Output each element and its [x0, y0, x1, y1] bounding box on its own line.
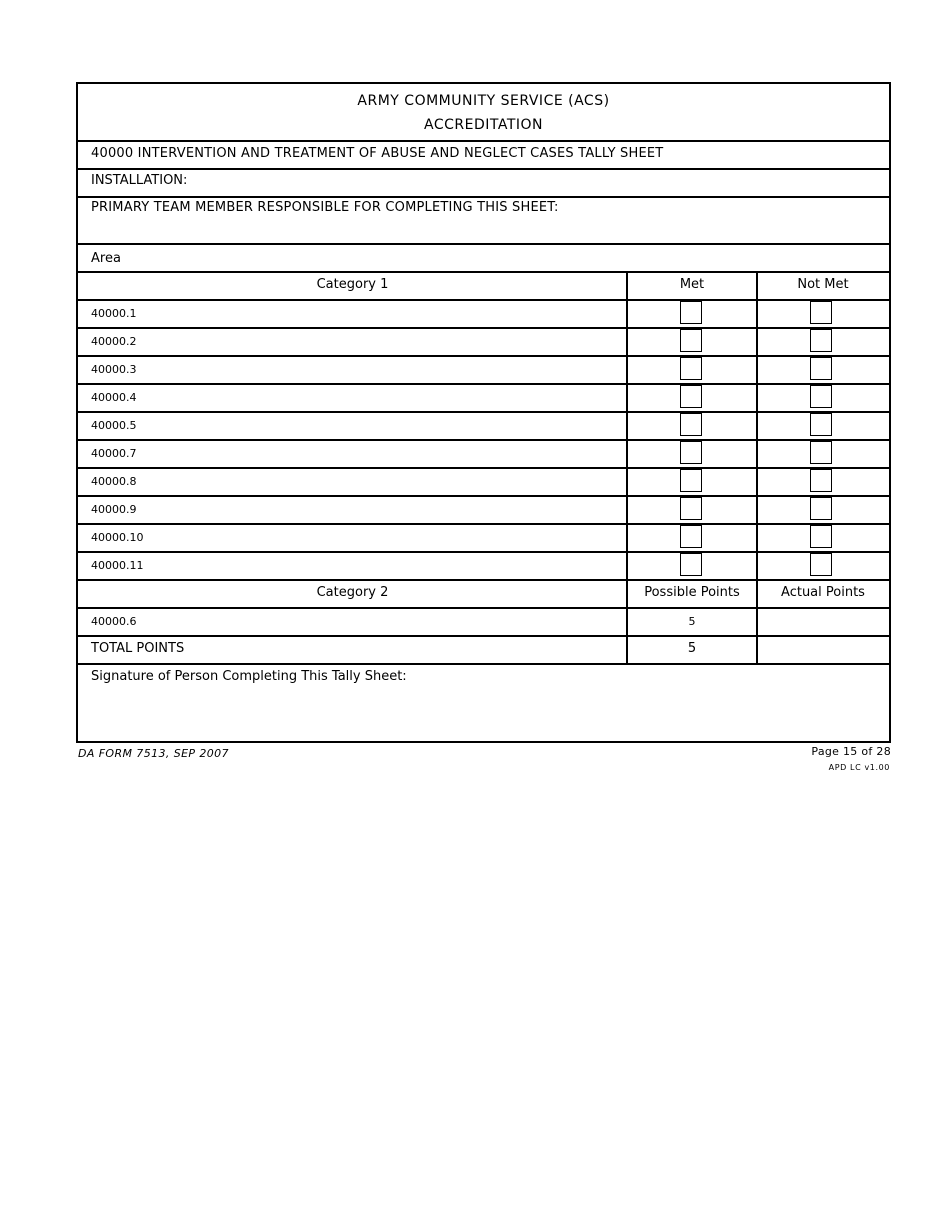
area-label: Area	[91, 251, 121, 266]
category1-item-id: 40000.10	[91, 531, 144, 544]
met-checkbox[interactable]	[680, 497, 702, 520]
signature-label: Signature of Person Completing This Tally Sheet:	[91, 669, 407, 684]
form-title-line2: ACCREDITATION	[424, 117, 543, 133]
divider	[78, 271, 889, 273]
met-checkbox[interactable]	[680, 553, 702, 576]
divider	[78, 495, 889, 497]
category1-item-id: 40000.8	[91, 475, 137, 488]
tally-sheet-form	[76, 82, 891, 743]
not-met-checkbox[interactable]	[810, 469, 832, 492]
divider	[78, 243, 889, 245]
category1-item-id: 40000.7	[91, 447, 137, 460]
divider	[78, 663, 889, 665]
category2-item-actual-field[interactable]	[757, 614, 889, 630]
divider	[78, 439, 889, 441]
divider	[78, 523, 889, 525]
met-checkbox[interactable]	[680, 525, 702, 548]
category2-item-id: 40000.6	[91, 615, 137, 628]
met-checkbox[interactable]	[680, 469, 702, 492]
divider	[78, 383, 889, 385]
category1-item-id: 40000.5	[91, 419, 137, 432]
met-checkbox[interactable]	[680, 385, 702, 408]
met-checkbox[interactable]	[680, 329, 702, 352]
page-number: Page 15 of 28	[811, 745, 891, 758]
category2-header: Category 2	[316, 585, 389, 600]
total-possible-points: 5	[687, 641, 697, 656]
form-id: DA FORM 7513, SEP 2007	[78, 747, 229, 760]
installation-label: INSTALLATION:	[91, 173, 188, 188]
category1-header: Category 1	[316, 277, 389, 292]
category1-item-id: 40000.3	[91, 363, 137, 376]
met-checkbox[interactable]	[680, 413, 702, 436]
possible-points-header: Possible Points	[644, 585, 740, 600]
category1-item-id: 40000.9	[91, 503, 137, 516]
divider	[78, 411, 889, 413]
met-checkbox[interactable]	[680, 357, 702, 380]
divider	[78, 168, 889, 170]
divider	[78, 607, 889, 609]
not-met-header: Not Met	[797, 277, 849, 292]
not-met-checkbox[interactable]	[810, 301, 832, 324]
not-met-checkbox[interactable]	[810, 441, 832, 464]
divider	[78, 579, 889, 581]
divider	[78, 140, 889, 142]
divider	[78, 299, 889, 301]
met-checkbox[interactable]	[680, 301, 702, 324]
column-divider	[626, 271, 628, 663]
divider	[78, 196, 889, 198]
not-met-checkbox[interactable]	[810, 497, 832, 520]
category1-item-id: 40000.4	[91, 391, 137, 404]
form-version: APD LC v1.00	[828, 763, 890, 772]
form-title-line1: ARMY COMMUNITY SERVICE (ACS)	[357, 93, 610, 109]
sheet-title: 40000 INTERVENTION AND TREATMENT OF ABUSE AND NEGLECT CASES TALLY SHEET	[91, 146, 664, 161]
category2-item-possible: 5	[688, 615, 696, 628]
met-header: Met	[679, 277, 705, 292]
not-met-checkbox[interactable]	[810, 525, 832, 548]
divider	[78, 355, 889, 357]
not-met-checkbox[interactable]	[810, 329, 832, 352]
divider	[78, 467, 889, 469]
primary-member-label: PRIMARY TEAM MEMBER RESPONSIBLE FOR COMPLETING THIS SHEET:	[91, 200, 559, 215]
column-divider	[756, 271, 758, 663]
not-met-checkbox[interactable]	[810, 357, 832, 380]
divider	[78, 635, 889, 637]
total-points-label: TOTAL POINTS	[91, 641, 185, 656]
met-checkbox[interactable]	[680, 441, 702, 464]
divider	[78, 551, 889, 553]
category1-item-id: 40000.11	[91, 559, 144, 572]
divider	[78, 327, 889, 329]
category1-item-id: 40000.1	[91, 307, 137, 320]
signature-field[interactable]	[78, 689, 889, 741]
not-met-checkbox[interactable]	[810, 413, 832, 436]
not-met-checkbox[interactable]	[810, 385, 832, 408]
category1-item-id: 40000.2	[91, 335, 137, 348]
actual-points-header: Actual Points	[781, 585, 865, 600]
not-met-checkbox[interactable]	[810, 553, 832, 576]
total-actual-points-field[interactable]	[757, 641, 889, 657]
